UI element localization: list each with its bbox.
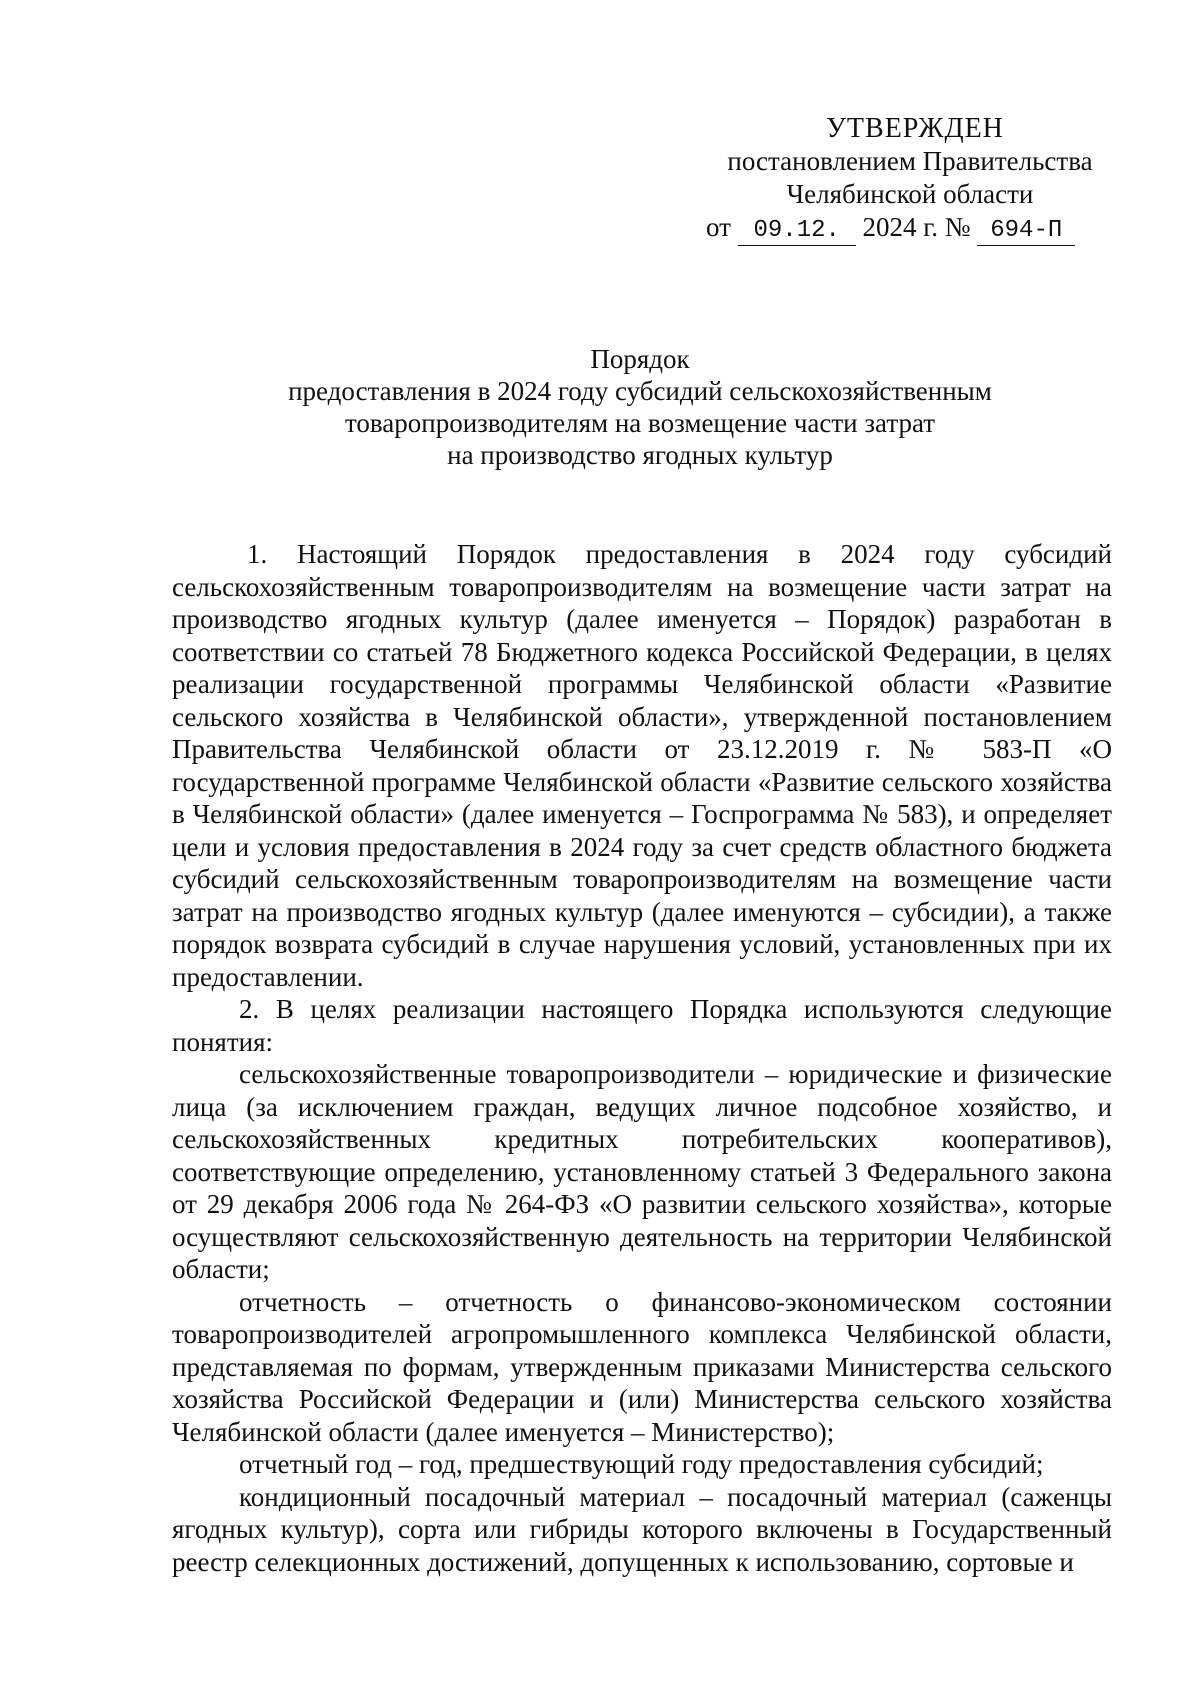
title-line-1: Порядок — [590, 344, 690, 374]
document-body — [172, 538, 1112, 1578]
paragraph-2: 2. В целях реализации настоящего Порядка используются следующие понятия: — [172, 994, 1112, 1057]
title-line-3: товаропроизводителям на возмещение части затрат — [344, 408, 936, 438]
paragraph-definition-reporting: отчетность – отчетность о финансово-экономическом состоянии товаропроизводителей агропромышленного комплекса Челябинской области, представляемая по формам, утвержденным приказами Министерства сельского хозяйства Российской Федерации и (или) Министерства сельского хозяйства Челябинской области (далее именуется – Министерство); — [172, 1286, 1112, 1447]
paragraph-definition-planting-material: кондиционный посадочный материал – посадочный материал (саженцы ягодных культур), сорта или гибриды которого включены в Государственный реестр селекционных достижений, допущенных к использованию, сортовые и — [172, 1481, 1112, 1577]
document-title — [160, 343, 1120, 471]
approval-line-region: Челябинской области — [786, 179, 1034, 209]
approval-stamp — [700, 112, 1120, 246]
title-line-4: на производство ягодных культур — [447, 440, 833, 470]
paragraph-1: 1. Настоящий Порядок предоставления в 2024 году субсидий сельскохозяйственным товаропроизводителям на возмещение части затрат на производство ягодных культур (далее именуется – Порядок) разработан в соответствии со статьей 78 Бюджетного кодекса Российской Федерации, в целях реализации государственной программы Челябинской области «Развитие сельского хозяйства в Челябинской области», утвержденной постановлением Правительства Челябинской области от 23.12.2019 г. № 583-П «О государственной программе Челябинской области «Развитие сельского хозяйства в Челябинской области» (далее именуется – Госпрограмма № 583), и определяет цели и условия предоставления в 2024 году за счет средств областного бюджета субсидий сельскохозяйственным товаропроизводителям на возмещение части затрат на производство ягодных культур (далее именуются – субсидии), а также порядок возврата субсидий в случае нарушения условий, установленных при их предоставлении. — [172, 539, 1112, 992]
approval-year: 2024 г. № — [862, 212, 971, 242]
paragraph-definition-producers: сельскохозяйственные товаропроизводители – юридические и физические лица (за исключением граждан, ведущих личное подсобное хозяйство, и сельскохозяйственных кредитных потребительских кооперативов), соответствующие определению, установленному статьей 3 Федерального закона от 29 декабря 2006 года № 264-ФЗ «О развитии сельского хозяйства», которые осуществляют сельскохозяйственную деятельность на территории Челябинской области; — [172, 1059, 1112, 1284]
approval-date-line — [700, 211, 1120, 246]
approved-heading: УТВЕРЖДЕН — [826, 113, 1004, 144]
title-line-2: предоставления в 2024 году субсидий сельскохозяйственным — [288, 376, 992, 406]
approval-number: 694-П — [977, 217, 1075, 246]
approval-date: 09.12. — [738, 217, 856, 246]
approval-from: от — [706, 212, 731, 242]
paragraph-definition-reporting-year: отчетный год – год, предшествующий году предоставления субсидий; — [239, 1449, 1044, 1479]
approval-line-government: постановлением Правительства — [727, 146, 1093, 176]
